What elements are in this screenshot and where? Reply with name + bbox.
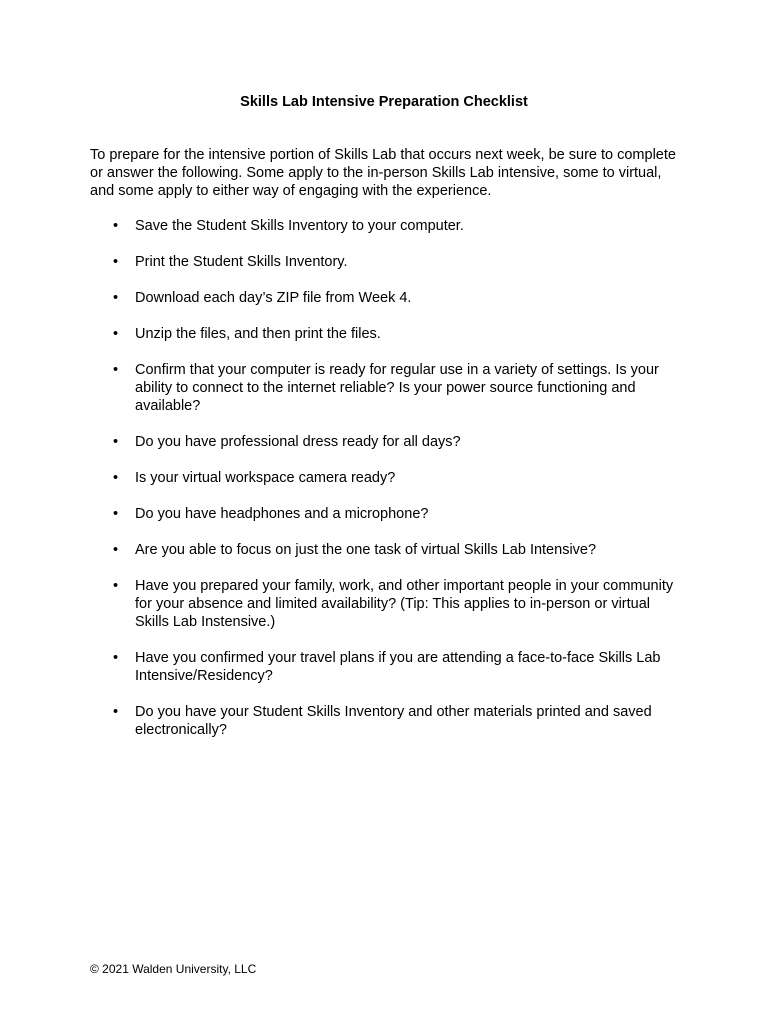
copyright-footer: © 2021 Walden University, LLC: [90, 962, 257, 976]
bullet-icon: •: [113, 434, 119, 450]
checklist-item: [0, 577, 680, 631]
checklist-item-text: Is your virtual workspace camera ready?: [135, 470, 396, 486]
checklist-item-text: Have you prepared your family, work, and other important people in your community for your absence and limited availability? (Tip: This applies to in-person or virtual Skills Lab Instensive.): [135, 578, 674, 630]
bullet-icon: •: [113, 542, 119, 558]
checklist-item: [0, 649, 680, 685]
checklist-item-text: Do you have headphones and a microphone?: [135, 506, 429, 522]
checklist: [0, 217, 768, 757]
bullet-icon: •: [113, 218, 119, 234]
checklist-item: [0, 253, 680, 271]
page-title: Skills Lab Intensive Preparation Checklist: [240, 94, 528, 110]
checklist-item-text: Do you have your Student Skills Inventory and other materials printed and saved electronically?: [135, 704, 652, 738]
bullet-icon: •: [113, 506, 119, 522]
bullet-icon: •: [113, 470, 119, 486]
checklist-item: [0, 703, 680, 739]
checklist-item-text: Download each day’s ZIP file from Week 4.: [135, 290, 412, 306]
checklist-item-text: Unzip the files, and then print the files.: [135, 326, 381, 342]
checklist-item-text: Save the Student Skills Inventory to your computer.: [135, 218, 464, 234]
checklist-item-text: Print the Student Skills Inventory.: [135, 254, 348, 270]
checklist-item: [0, 469, 680, 487]
checklist-item: [0, 505, 680, 523]
bullet-icon: •: [113, 704, 119, 720]
checklist-item: [0, 541, 680, 559]
bullet-icon: •: [113, 578, 119, 594]
checklist-item: [0, 217, 680, 235]
checklist-item: [0, 433, 680, 451]
checklist-item: [0, 361, 680, 415]
bullet-icon: •: [113, 290, 119, 306]
checklist-item: [0, 325, 680, 343]
checklist-item-text: Are you able to focus on just the one task of virtual Skills Lab Intensive?: [135, 542, 597, 558]
bullet-icon: •: [113, 254, 119, 270]
checklist-item: [0, 289, 680, 307]
bullet-icon: •: [113, 326, 119, 342]
checklist-item-text: Have you confirmed your travel plans if you are attending a face-to-face Skills Lab Intensive/Residency?: [135, 650, 661, 684]
bullet-icon: •: [113, 650, 119, 666]
intro-paragraph: To prepare for the intensive portion of Skills Lab that occurs next week, be sure to complete or answer the following. Some apply to the in-person Skills Lab intensive, some to virtual, and some apply to either way of engaging with the experience.: [90, 147, 676, 199]
checklist-item-text: Confirm that your computer is ready for regular use in a variety of settings. Is your ability to connect to the internet reliable? Is your power source functioning and available?: [135, 362, 659, 414]
checklist-item-text: Do you have professional dress ready for all days?: [135, 434, 461, 450]
bullet-icon: •: [113, 362, 119, 378]
